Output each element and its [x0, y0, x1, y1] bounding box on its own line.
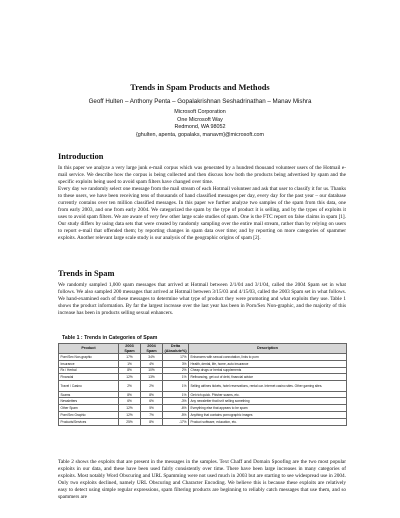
table-cell: 5%	[141, 405, 163, 412]
table-cell: Rx / Herbal	[59, 367, 119, 374]
affiliation-emails: {ghulten, apenta, gopalaks, manavm}@microsoft.com	[135, 131, 265, 138]
table-cell: Get rich quick. Phisher scams, etc.	[189, 391, 347, 398]
table-cell: 12%	[119, 405, 141, 412]
table-row	[59, 381, 347, 392]
table-cell: -5%	[163, 412, 189, 419]
paper-title: Trends in Spam Products and Methods	[130, 83, 270, 92]
table-cell: 7%	[141, 412, 163, 419]
table-cell: Refinancing, get out of debt, financial advice	[189, 374, 347, 381]
table-row	[59, 360, 347, 367]
after-table-body	[58, 459, 346, 501]
affiliation-block	[0, 109, 400, 139]
table-row	[59, 398, 347, 405]
table-cell: Newsletters	[59, 398, 119, 405]
table-cell: 6%	[141, 398, 163, 405]
table-cell: -17%	[163, 418, 189, 425]
table-cell: 1%	[163, 374, 189, 381]
table-cell: Insurance	[59, 360, 119, 367]
table-header-row	[59, 344, 347, 354]
table-cell: 2%	[163, 367, 189, 374]
table-cell: Enhancers with sexual connotation, links to porn	[189, 354, 347, 361]
table-cell: 4%	[141, 360, 163, 367]
table-row	[59, 367, 347, 374]
table-cell: 8%	[119, 391, 141, 398]
table-cell: Product software, education, etc.	[189, 418, 347, 425]
table-cell: 12%	[119, 412, 141, 419]
table-cell: Any newsletter that isn't selling something	[189, 398, 347, 405]
table-row	[59, 354, 347, 361]
table-cell: 2%	[141, 381, 163, 392]
table-cell: Scams	[59, 391, 119, 398]
section-heading-trends: Trends in Spam	[58, 269, 115, 278]
table-cell: 6%	[119, 398, 141, 405]
affiliation-city: Redmond, WA 98052	[174, 124, 226, 131]
table-cell: 10%	[141, 367, 163, 374]
column-header: 2003 Spam	[119, 344, 141, 354]
affiliation-org: Microsoft Corporation	[174, 109, 226, 115]
trends-body	[58, 282, 346, 317]
table-cell: 3%	[163, 360, 189, 367]
affiliation-street: One Microsoft Way	[177, 116, 223, 123]
author-list: Geoff Hulten – Anthony Penta – Gopalakrishnan Seshadrinathan – Manav Mishra	[88, 98, 312, 105]
introduction-paragraph-2: Every day we randomly select one message from the mail stream of each Hotmail volunteer and ask that user to classify it for us. Thanks to these users, we have been receiving tens of thousands of hand classified messages per day, every day for the past year – our database currently contains over ten million classified messages. In this paper we further analyze two samples of the spam from this data, one from early 2003, and one from early 2004. We categorized the spam by the type of product it is selling, and by the types of exploits it uses to avoid spam filters. We are aware of very few other large scale studies of spam. One is the FTC report on false claims in spam [1]. Our study differs by using data sets that were created by randomly sampling over the entire mail stream, rather than by relying on users to report e-mail that offended them; by reporting changes in spam data over time; and by reporting on more categories of spammer exploits. Another relevant large scale study is our analysis of the geographic origins of spam [2].	[58, 185, 346, 241]
table-cell: Anything that contains pornographic images	[189, 412, 347, 419]
table-cell: Financial	[59, 374, 119, 381]
column-header: Description	[189, 344, 347, 354]
table-cell: 25%	[119, 418, 141, 425]
table-cell: Health, dental, life, home, auto insurance	[189, 360, 347, 367]
table-cell: 17%	[119, 354, 141, 361]
table-cell: Travel / Casino	[59, 381, 119, 392]
table-cell: -3%	[163, 398, 189, 405]
introduction-body	[58, 165, 346, 241]
column-header: 2004 Spam	[141, 344, 163, 354]
introduction-paragraph-1: In this paper we analyze a very large junk e-mail corpus which was generated by a hundred thousand volunteer users of the Hotmail e-mail service. We describe how the corpus is being collected and then discuss how both the products being advertised by spam and the specific exploits being used to avoid spam filters have changed over time.	[58, 165, 346, 185]
column-header: Delta (Absolute%)	[164, 344, 187, 353]
table-cell: 8%	[141, 391, 163, 398]
table-row	[59, 405, 347, 412]
column-header: Product	[59, 344, 119, 354]
table-row	[59, 418, 347, 425]
table-row	[59, 391, 347, 398]
table-cell: -6%	[163, 405, 189, 412]
table-cell: 8%	[141, 418, 163, 425]
trends-paragraph-1: We randomly sampled 1,000 spam messages that arrived at Hotmail between 2/1/04 and 3/1/04, called the 2004 Spam set in what follows. We also sampled 200 messages that arrived at Hotmail between 3/15/03 and 4/15/03, called the 2003 Spam set in what follows. We hand-examined each of these messages to determine what type of product they were promoting and what exploits they use. Table 1 shows the product information. By far the largest increase over the last year has been in Porn/Sex Non-graphic, and the majority of this increase has been in products selling sexual enhancers.	[58, 282, 346, 316]
table-cell: 8%	[119, 367, 141, 374]
table-row	[59, 374, 347, 381]
table-cell: 1%	[163, 381, 189, 392]
table-cell: 13%	[141, 374, 163, 381]
table-cell: 1%	[163, 391, 189, 398]
table-cell: Products/Services	[59, 418, 119, 425]
table-cell: Porn/Sex Non-graphic	[59, 354, 119, 361]
table-cell: 2%	[119, 381, 141, 392]
table-cell: 12%	[119, 374, 141, 381]
table-caption: Table 1 : Trends in Categories of Spam	[62, 335, 158, 341]
table-cell: 17%	[163, 354, 189, 361]
table-cell: Cheap drugs or herbal supplements	[189, 367, 347, 374]
table-cell: Everything else that appears to be spam	[189, 405, 347, 412]
table-cell: Other Spam	[59, 405, 119, 412]
table-row	[59, 412, 347, 419]
section-heading-introduction: Introduction	[58, 152, 104, 161]
after-table-paragraph-1: Table 2 shows the exploits that are present in the messages in the samples. Text Chaff and Domain Spoofing are the two most popular exploits in our data, and these have been used fairly consistently over time. There have been large increases in many categories of exploits. Most notably Word Obscuring and URL Spamming were not used much in 2003 but are starting to see widespread use in 2004. Only two exploits declined, namely URL Obscuring and Character Encoding. We believe this is because these exploits are relatively easy to detect using simple regular expressions, spam filtering products are beginning to reliably catch messages that use them, and so spammers are	[58, 459, 346, 500]
table-cell: 1%	[119, 360, 141, 367]
table-cell: Selling airlines tickets, hotel reservations, rental car. Internet casino sites. Other gaming sites.	[189, 381, 347, 392]
spam-categories-table	[58, 343, 347, 426]
table-cell: 34%	[141, 354, 163, 361]
table-cell: Porn/Sex Graphic	[59, 412, 119, 419]
